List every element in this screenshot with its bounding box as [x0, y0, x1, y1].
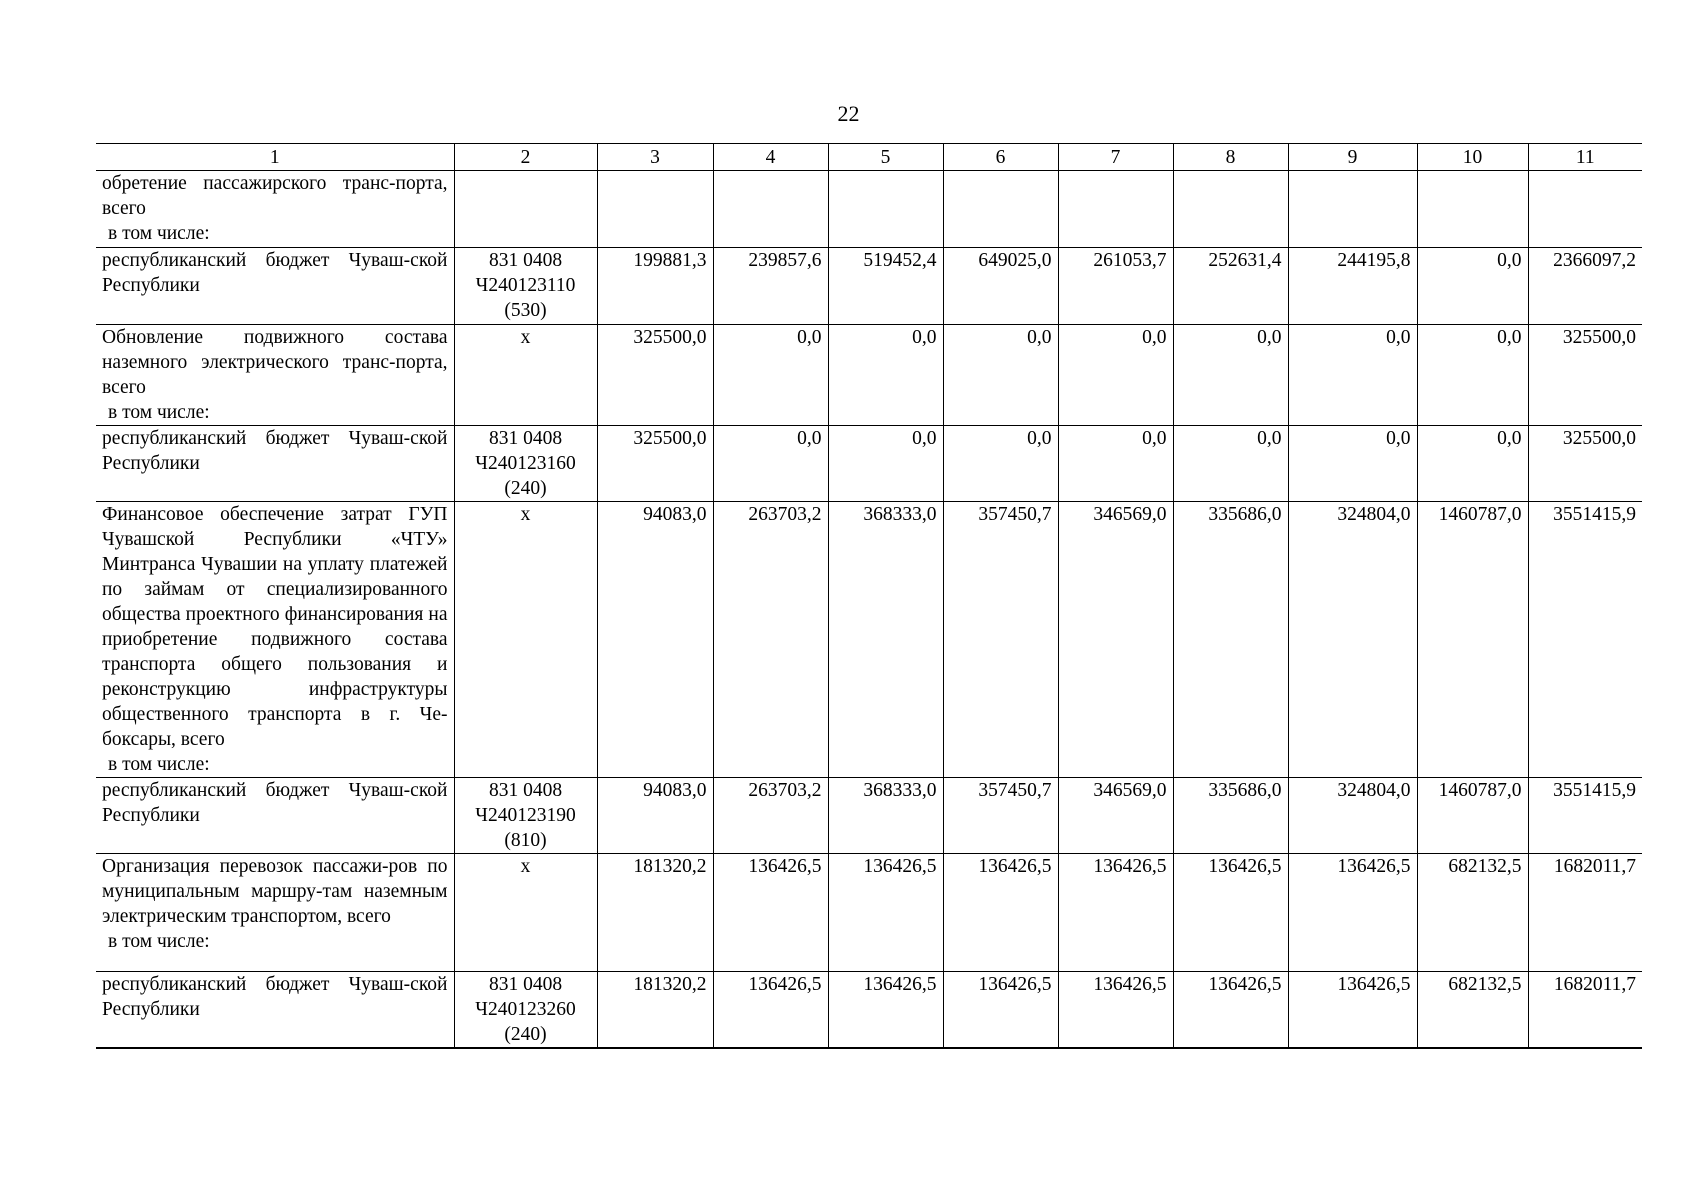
value-cell: 94083,0: [597, 778, 713, 854]
value-cell: 252631,4: [1173, 248, 1288, 325]
row-label-cell: [96, 426, 454, 502]
value-cell: 3551415,9: [1528, 778, 1642, 854]
value-cell: 357450,7: [943, 502, 1058, 778]
value-cell: 368333,0: [828, 778, 943, 854]
value-cell: 136426,5: [943, 972, 1058, 1049]
value-cell: 136426,5: [1288, 972, 1417, 1049]
column-number-row: [96, 144, 1642, 171]
column-header: 8: [1173, 144, 1288, 171]
budget-code-line: 831 0408: [488, 428, 563, 449]
value-cell: 0,0: [1058, 325, 1173, 426]
value-cell: 0,0: [713, 426, 828, 502]
budget-code-cell: [454, 248, 597, 325]
value-cell: 136426,5: [713, 854, 828, 972]
budget-code-line: (240): [504, 1024, 547, 1045]
value-cell: 0,0: [828, 426, 943, 502]
column-header: 7: [1058, 144, 1173, 171]
value-cell: 682132,5: [1417, 854, 1528, 972]
row-label: республиканский бюджет Чуваш-ской Республики: [102, 250, 448, 296]
value-cell: 1460787,0: [1417, 778, 1528, 854]
value-cell: 346569,0: [1058, 502, 1173, 778]
budget-code-line: x: [520, 856, 531, 877]
row-sublabel: в том числе:: [108, 402, 210, 423]
value-cell: 1460787,0: [1417, 502, 1528, 778]
page-number: 22: [837, 101, 860, 126]
row-label: республиканский бюджет Чуваш-ской Республики: [102, 780, 448, 826]
value-cell: 0,0: [713, 325, 828, 426]
value-cell: 136426,5: [1058, 854, 1173, 972]
value-cell: 325500,0: [597, 426, 713, 502]
value-cell: [828, 171, 943, 248]
value-cell: 0,0: [943, 325, 1058, 426]
value-cell: 263703,2: [713, 502, 828, 778]
value-cell: 325500,0: [1528, 426, 1642, 502]
value-cell: 2366097,2: [1528, 248, 1642, 325]
row-sublabel: в том числе:: [108, 931, 210, 952]
budget-code-line: 831 0408: [488, 780, 563, 801]
value-cell: [1417, 171, 1528, 248]
column-header: 4: [713, 144, 828, 171]
column-header: 2: [454, 144, 597, 171]
budget-code-cell: [454, 502, 597, 778]
value-cell: 519452,4: [828, 248, 943, 325]
row-label-cell: [96, 972, 454, 1049]
budget-code-cell: [454, 426, 597, 502]
table-row: [96, 248, 1642, 325]
value-cell: 649025,0: [943, 248, 1058, 325]
value-cell: [943, 171, 1058, 248]
row-sublabel: в том числе:: [108, 223, 210, 244]
value-cell: 94083,0: [597, 502, 713, 778]
budget-code-line: (240): [504, 478, 547, 499]
value-cell: 324804,0: [1288, 502, 1417, 778]
table-row: [96, 426, 1642, 502]
budget-code-cell: [454, 171, 597, 248]
value-cell: 261053,7: [1058, 248, 1173, 325]
value-cell: 181320,2: [597, 972, 713, 1049]
budget-code-cell: [454, 854, 597, 972]
budget-code-line: Ч240123260: [475, 999, 576, 1020]
value-cell: 136426,5: [1173, 854, 1288, 972]
value-cell: 136426,5: [1173, 972, 1288, 1049]
value-cell: 199881,3: [597, 248, 713, 325]
column-header: 9: [1288, 144, 1417, 171]
value-cell: 0,0: [1173, 426, 1288, 502]
value-cell: 0,0: [1288, 426, 1417, 502]
value-cell: 263703,2: [713, 778, 828, 854]
column-header: 3: [597, 144, 713, 171]
budget-code-line: 831 0408: [488, 974, 563, 995]
column-header: 10: [1417, 144, 1528, 171]
value-cell: 0,0: [1058, 426, 1173, 502]
budget-code-line: x: [520, 504, 531, 525]
value-cell: [1528, 171, 1642, 248]
row-label: республиканский бюджет Чуваш-ской Республики: [102, 428, 448, 474]
row-label-cell: [96, 778, 454, 854]
budget-table: [96, 143, 1642, 1049]
budget-code-line: Ч240123190: [475, 805, 576, 826]
value-cell: 136426,5: [828, 854, 943, 972]
budget-code-line: 831 0408: [488, 250, 563, 271]
value-cell: 335686,0: [1173, 502, 1288, 778]
value-cell: 136426,5: [828, 972, 943, 1049]
value-cell: 682132,5: [1417, 972, 1528, 1049]
row-label: Организация перевозок пассажи-ров по муниципальным маршру-там наземным электрическим транспортом, всего: [102, 856, 448, 927]
row-label: Обновление подвижного состава наземного электрического транс-порта, всего: [102, 327, 448, 398]
row-label: Финансовое обеспечение затрат ГУП Чувашской Республики «ЧТУ» Минтранса Чувашии на уплату платежей по займам от специализированного общества проектного финансирования на приобретение подвижного состава транспорта общего пользования и реконструкцию инфраструктуры общественного транспорта в г. Че-боксары, всего: [102, 504, 448, 750]
value-cell: 0,0: [1288, 325, 1417, 426]
value-cell: [1288, 171, 1417, 248]
budget-code-cell: [454, 778, 597, 854]
value-cell: 1682011,7: [1528, 972, 1642, 1049]
value-cell: 325500,0: [597, 325, 713, 426]
value-cell: 1682011,7: [1528, 854, 1642, 972]
value-cell: 335686,0: [1173, 778, 1288, 854]
value-cell: [1173, 171, 1288, 248]
value-cell: 136426,5: [1288, 854, 1417, 972]
column-header: 1: [96, 144, 454, 171]
value-cell: 325500,0: [1528, 325, 1642, 426]
budget-code-line: Ч240123160: [475, 453, 576, 474]
row-label-cell: [96, 248, 454, 325]
value-cell: 0,0: [1417, 426, 1528, 502]
value-cell: 239857,6: [713, 248, 828, 325]
row-label: республиканский бюджет Чуваш-ской Республики: [102, 974, 448, 1020]
budget-code-line: (530): [504, 300, 547, 321]
row-label-cell: [96, 325, 454, 426]
value-cell: [1058, 171, 1173, 248]
row-label-cell: [96, 854, 454, 972]
value-cell: 0,0: [1173, 325, 1288, 426]
row-label-cell: [96, 171, 454, 248]
budget-code-cell: [454, 972, 597, 1049]
table-row: [96, 171, 1642, 248]
value-cell: 181320,2: [597, 854, 713, 972]
table-row: [96, 972, 1642, 1049]
value-cell: 368333,0: [828, 502, 943, 778]
budget-code-line: (810): [504, 830, 547, 851]
value-cell: 0,0: [1417, 248, 1528, 325]
value-cell: 357450,7: [943, 778, 1058, 854]
table-row: [96, 778, 1642, 854]
value-cell: 0,0: [1417, 325, 1528, 426]
value-cell: 244195,8: [1288, 248, 1417, 325]
row-label: обретение пассажирского транс-порта, всего: [102, 173, 448, 219]
value-cell: 346569,0: [1058, 778, 1173, 854]
value-cell: [597, 171, 713, 248]
value-cell: 136426,5: [943, 854, 1058, 972]
row-sublabel: в том числе:: [108, 754, 210, 775]
value-cell: [713, 171, 828, 248]
value-cell: 3551415,9: [1528, 502, 1642, 778]
column-header: 6: [943, 144, 1058, 171]
value-cell: 324804,0: [1288, 778, 1417, 854]
column-header: 5: [828, 144, 943, 171]
budget-code-cell: [454, 325, 597, 426]
budget-code-line: x: [520, 327, 531, 348]
budget-code-line: Ч240123110: [475, 275, 576, 296]
table-row: [96, 325, 1642, 426]
table-body: [96, 171, 1642, 1049]
value-cell: 136426,5: [1058, 972, 1173, 1049]
table-row: [96, 502, 1642, 778]
value-cell: 0,0: [828, 325, 943, 426]
row-label-cell: [96, 502, 454, 778]
value-cell: 136426,5: [713, 972, 828, 1049]
table-row: [96, 854, 1642, 972]
column-header: 11: [1528, 144, 1642, 171]
value-cell: 0,0: [943, 426, 1058, 502]
